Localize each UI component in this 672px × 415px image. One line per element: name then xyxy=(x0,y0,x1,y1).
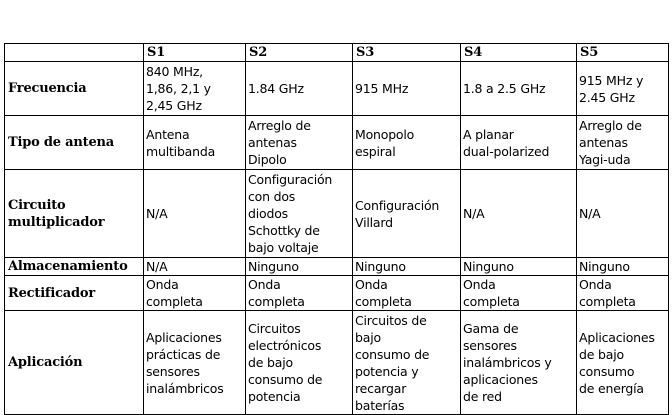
row-label-rectificador: Rectificador xyxy=(5,276,144,311)
row-label-frecuencia: Frecuencia xyxy=(5,62,144,116)
row-label-almacenamiento: Almacenamiento xyxy=(5,258,144,276)
cell-aplicacion-s3: Circuitos de bajo consumo de potencia y recargar baterías xyxy=(353,311,461,415)
cell-frecuencia-s4: 1.8 a 2.5 GHz xyxy=(461,62,577,116)
row-label-circuito-multiplicador: Circuito multiplicador xyxy=(5,170,144,258)
table-row-rectificador xyxy=(5,276,669,311)
cell-circuito-s4: N/A xyxy=(461,170,577,258)
cell-almacenamiento-s4: Ninguno xyxy=(461,258,577,276)
cell-frecuencia-s1: 840 MHz, 1,86, 2,1 y 2,45 GHz xyxy=(144,62,246,116)
cell-almacenamiento-s1: N/A xyxy=(144,258,246,276)
row-label-tipo-de-antena: Tipo de antena xyxy=(5,116,144,170)
cell-circuito-s2: Configuración con dos diodos Schottky de bajo voltaje xyxy=(246,170,353,258)
cell-rectificador-s2: Onda completa xyxy=(246,276,353,311)
cell-circuito-s3: Configuración Villard xyxy=(353,170,461,258)
header-s2: S2 xyxy=(246,44,353,62)
cell-rectificador-s3: Onda completa xyxy=(353,276,461,311)
cell-frecuencia-s3: 915 MHz xyxy=(353,62,461,116)
table-row-almacenamiento xyxy=(5,258,669,276)
cell-aplicacion-s1: Aplicaciones prácticas de sensores inalámbricos xyxy=(144,311,246,415)
cell-aplicacion-s2: Circuitos electrónicos de bajo consumo de potencia xyxy=(246,311,353,415)
cell-antena-s4: A planar dual-polarized xyxy=(461,116,577,170)
header-s3: S3 xyxy=(353,44,461,62)
row-label-aplicacion: Aplicación xyxy=(5,311,144,415)
cell-antena-s2: Arreglo de antenas Dipolo xyxy=(246,116,353,170)
table-row-tipo-de-antena xyxy=(5,116,669,170)
cell-frecuencia-s2: 1.84 GHz xyxy=(246,62,353,116)
cell-circuito-s1: N/A xyxy=(144,170,246,258)
header-corner-cell xyxy=(5,44,144,62)
cell-antena-s5: Arreglo de antenas Yagi-uda xyxy=(577,116,669,170)
cell-circuito-s5: N/A xyxy=(577,170,669,258)
cell-rectificador-s4: Onda completa xyxy=(461,276,577,311)
cell-aplicacion-s4: Gama de sensores inalámbricos y aplicaciones de red xyxy=(461,311,577,415)
cell-almacenamiento-s3: Ninguno xyxy=(353,258,461,276)
cell-rectificador-s1: Onda completa xyxy=(144,276,246,311)
header-s1: S1 xyxy=(144,44,246,62)
table-row-circuito-multiplicador xyxy=(5,170,669,258)
cell-almacenamiento-s5: Ninguno xyxy=(577,258,669,276)
table-header-row xyxy=(5,44,669,62)
table-row-aplicacion xyxy=(5,311,669,415)
cell-frecuencia-s5: 915 MHz y 2.45 GHz xyxy=(577,62,669,116)
table-row-frecuencia xyxy=(5,62,669,116)
cell-antena-s1: Antena multibanda xyxy=(144,116,246,170)
cell-almacenamiento-s2: Ninguno xyxy=(246,258,353,276)
cell-rectificador-s5: Onda completa xyxy=(577,276,669,311)
header-s4: S4 xyxy=(461,44,577,62)
cell-aplicacion-s5: Aplicaciones de bajo consumo de energía xyxy=(577,311,669,415)
cell-antena-s3: Monopolo espiral xyxy=(353,116,461,170)
comparison-table xyxy=(4,43,669,415)
header-s5: S5 xyxy=(577,44,669,62)
